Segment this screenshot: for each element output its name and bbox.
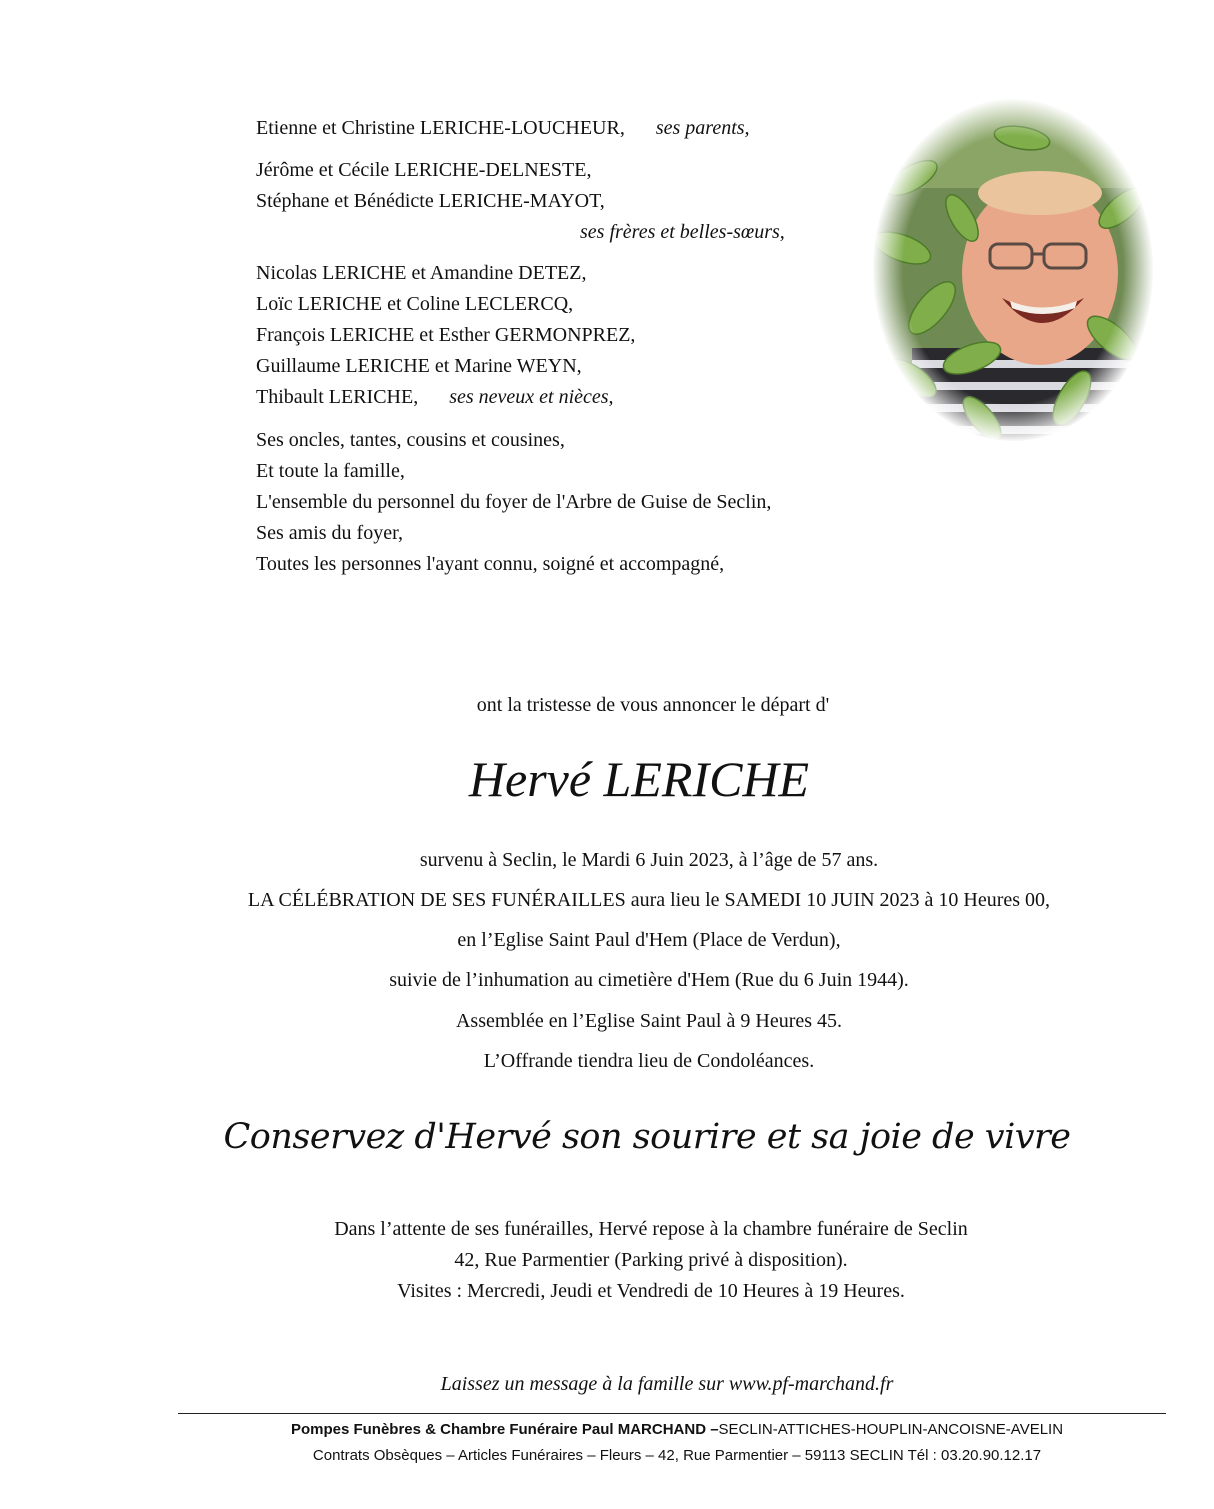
nephew-line: François LERICHE et Esther GERMONPREZ, <box>256 324 636 346</box>
parents-line <box>256 113 750 144</box>
footer-locations: SECLIN-ATTICHES-HOUPLIN-ANCOISNE-AVELIN <box>718 1421 1064 1438</box>
detail-line: suivie de l’inhumation au cimetière d'Hem (Rue du 6 Juin 1944). <box>389 969 909 991</box>
announcement-text: ont la tristesse de vous annoncer le départ d' <box>476 694 830 716</box>
footer-company-line <box>70 1421 1214 1438</box>
relative-line: Toutes les personnes l'ayant connu, soigné et accompagné, <box>256 553 725 575</box>
detail-line: L’Offrande tiendra lieu de Condoléances. <box>483 1050 815 1072</box>
visitation-line: 42, Rue Parmentier (Parking privé à disposition). <box>454 1249 848 1271</box>
nephew-line: Guillaume LERICHE et Marine WEYN, <box>256 355 582 377</box>
relative-line: Et toute la famille, <box>256 460 405 482</box>
memorial-quote: Conservez d'Hervé son sourire et sa joie de vivre <box>223 1117 1071 1157</box>
relative-line: L'ensemble du personnel du foyer de l'Arbre de Guise de Seclin, <box>256 491 772 513</box>
nephew-last: Thibault LERICHE, <box>256 386 419 408</box>
message-line: Laissez un message à la famille sur www.pf-marchand.fr <box>440 1373 894 1395</box>
nephews-role: ses neveux et nièces, <box>449 386 614 408</box>
deceased-name: Hervé LERICHE <box>468 751 810 807</box>
sibling-line: Jérôme et Cécile LERICHE-DELNESTE, <box>256 159 592 181</box>
parents-role: ses parents, <box>655 117 750 139</box>
deceased-portrait <box>872 98 1154 442</box>
footer-company: Pompes Funèbres & Chambre Funéraire Paul MARCHAND – <box>290 1421 719 1438</box>
visitation-line: Dans l’attente de ses funérailles, Hervé repose à la chambre funéraire de Seclin <box>334 1218 968 1240</box>
parents-names: Etienne et Christine LERICHE-LOUCHEUR, <box>256 117 625 139</box>
footer-contact-line: Contrats Obsèques – Articles Funéraires – Fleurs – 42, Rue Parmentier – 59113 SECLIN Tél : 03.20.90.12.17 <box>312 1447 1042 1464</box>
sibling-line: Stéphane et Bénédicte LERICHE-MAYOT, <box>256 190 605 212</box>
relative-line: Ses oncles, tantes, cousins et cousines, <box>256 429 565 451</box>
nephew-line: Nicolas LERICHE et Amandine DETEZ, <box>256 262 587 284</box>
nephew-line: Loïc LERICHE et Coline LECLERCQ, <box>256 293 574 315</box>
relative-line: Ses amis du foyer, <box>256 522 403 544</box>
visitation-line: Visites : Mercredi, Jeudi et Vendredi de 10 Heures à 19 Heures. <box>397 1280 905 1302</box>
nephew-last-line <box>256 382 614 413</box>
siblings-role: ses frères et belles-sœurs, <box>580 221 785 243</box>
detail-line: LA CÉLÉBRATION DE SES FUNÉRAILLES aura lieu le SAMEDI 10 JUIN 2023 à 10 Heures 00, <box>247 889 1051 911</box>
footer-divider <box>178 1413 1166 1414</box>
detail-line: survenu à Seclin, le Mardi 6 Juin 2023, à l’âge de 57 ans. <box>419 849 879 871</box>
detail-line: en l’Eglise Saint Paul d'Hem (Place de Verdun), <box>457 929 841 951</box>
detail-line: Assemblée en l’Eglise Saint Paul à 9 Heures 45. <box>455 1010 843 1032</box>
